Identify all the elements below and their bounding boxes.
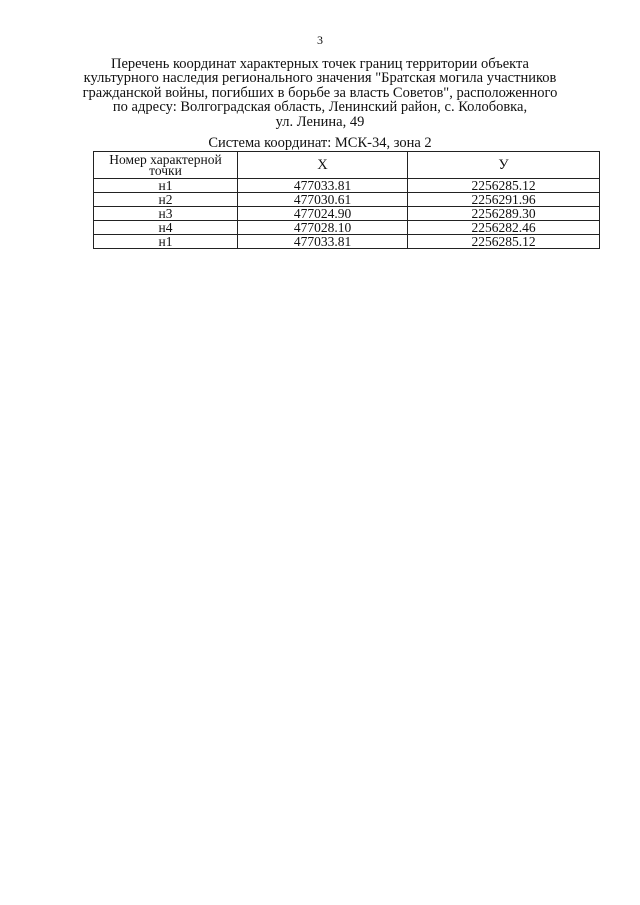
cell-y: 2256282.46	[408, 221, 600, 235]
cell-x: 477024.90	[238, 207, 408, 221]
page-number: 3	[317, 33, 323, 47]
cell-point: н2	[94, 193, 238, 207]
header-x: Х	[238, 152, 408, 179]
cell-y: 2256285.12	[408, 235, 600, 249]
cell-point: н1	[94, 235, 238, 249]
table-row	[94, 193, 600, 207]
table-row	[94, 179, 600, 193]
cell-x: 477033.81	[238, 235, 408, 249]
title-line: гражданской войны, погибших в борьбе за власть Советов", расположенного	[82, 84, 558, 101]
cell-y: 2256289.30	[408, 207, 600, 221]
cell-x: 477030.61	[238, 193, 408, 207]
cell-x: 477033.81	[238, 179, 408, 193]
cell-y: 2256285.12	[408, 179, 600, 193]
coordinates-table	[93, 151, 600, 249]
title-line: Перечень координат характерных точек границ территории объекта	[111, 56, 529, 72]
header-point-number-line1: Номер характерной	[109, 152, 222, 167]
cell-y: 2256291.96	[408, 193, 600, 207]
cell-point: н4	[94, 221, 238, 235]
table-row	[94, 207, 600, 221]
title-line: ул. Ленина, 49	[275, 113, 365, 130]
title-line: по адресу: Волгоградская область, Ленинский район, с. Колобовка,	[112, 99, 528, 116]
table-row	[94, 235, 600, 249]
cell-point: н1	[94, 179, 238, 193]
table-row	[94, 221, 600, 235]
table-header-row	[94, 152, 600, 179]
cell-x: 477028.10	[238, 221, 408, 235]
title-line: культурного наследия регионального значения "Братская могила участников	[83, 70, 557, 87]
header-point-number-line2: точки	[149, 163, 182, 178]
header-point-number	[94, 152, 238, 179]
document-title	[80, 57, 560, 129]
header-y: У	[408, 152, 600, 179]
coordinate-system-caption: Система координат: МСК-34, зона 2	[208, 135, 432, 151]
cell-point: н3	[94, 207, 238, 221]
